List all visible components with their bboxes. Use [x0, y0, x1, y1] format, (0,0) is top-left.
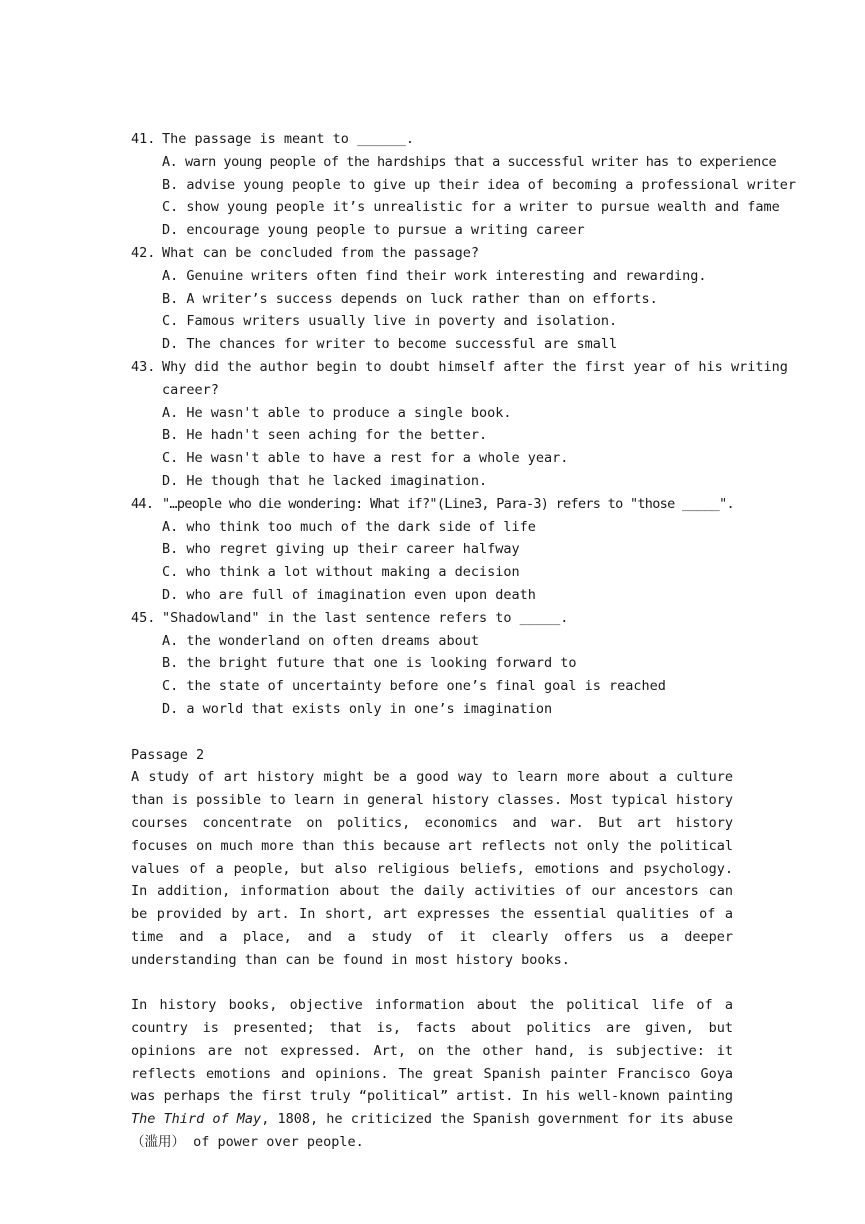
passage-title: Passage 2	[131, 746, 205, 763]
question-number: 42.	[131, 244, 156, 261]
question-text: What can be concluded from the passage?	[162, 244, 479, 261]
question-text: "…people who die wondering: What if?"(Line3, Para-3) refers to "those _____".	[162, 495, 734, 512]
option-b: B. who regret giving up their career halfway	[162, 541, 520, 558]
question-stem	[131, 128, 733, 151]
question-text-continued: career?	[162, 381, 219, 398]
question-number: 44.	[131, 495, 154, 512]
passage-paragraph-2	[131, 994, 733, 1154]
question-text: Why did the author begin to doubt himself after the first year of his writing	[162, 358, 788, 375]
option-a: A. who think too much of the dark side of life	[162, 518, 536, 535]
option-d: D. who are full of imagination even upon death	[162, 586, 536, 603]
question-45	[131, 607, 733, 721]
option-d: D. The chances for writer to become successful are small	[162, 336, 618, 353]
question-41	[131, 128, 796, 242]
option-b: B. the bright future that one is looking forward to	[162, 655, 577, 672]
question-stem	[131, 493, 733, 516]
question-stem	[131, 607, 733, 630]
question-number: 43.	[131, 358, 156, 375]
question-43	[131, 356, 788, 493]
option-b: B. advise young people to give up their idea of becoming a professional writer	[162, 176, 796, 193]
option-b: B. A writer’s success depends on luck rather than on efforts.	[162, 290, 658, 307]
paragraph-text: , 1808, he criticized the Spanish government for its abuse （滥用） of power over people.	[131, 1111, 734, 1151]
question-stem	[131, 356, 788, 379]
option-c: C. who think a lot without making a decision	[162, 564, 520, 581]
option-d: D. He though that he lacked imagination.	[162, 472, 488, 489]
option-d: D. encourage young people to pursue a writing career	[162, 222, 585, 239]
question-42	[131, 242, 733, 356]
painting-title: The Third of May	[131, 1111, 262, 1128]
question-number: 45.	[131, 609, 156, 626]
option-c: C. He wasn't able to have a rest for a whole year.	[162, 450, 569, 467]
option-a: A. Genuine writers often find their work interesting and rewarding.	[162, 267, 707, 284]
option-b: B. He hadn't seen aching for the better.	[162, 427, 488, 444]
option-a: A. warn young people of the hardships that a successful writer has to experience	[162, 153, 777, 170]
option-c: C. Famous writers usually live in poverty and isolation.	[162, 313, 618, 330]
option-c: C. the state of uncertainty before one’s final goal is reached	[162, 678, 666, 695]
question-text: The passage is meant to ______.	[162, 131, 414, 147]
option-a: A. the wonderland on often dreams about	[162, 632, 479, 649]
document-body	[131, 128, 796, 1154]
option-d: D. a world that exists only in one’s imagination	[162, 700, 553, 717]
question-stem	[131, 242, 733, 265]
paragraph-text: In history books, objective information about the political life of a country is presented; that is, facts about politics are given, but opinions are not expressed. Art, on the other hand, is subjective: it reflects emotions and opinions. The great Spanish painter Francisco Goya was perhaps the first truly “political” artist. In his well-known painting	[131, 997, 733, 1105]
question-number: 41.	[131, 131, 156, 147]
option-a: A. He wasn't able to produce a single book.	[162, 404, 512, 421]
option-c: C. show young people it’s unrealistic for a writer to pursue wealth and fame	[162, 199, 780, 216]
passage-paragraph-1: A study of art history might be a good way to learn more about a culture than is possible to learn in general history classes. Most typical history courses concentrate on politics, economics and war. But art history focuses on much more than this because art reflects not only the political values of a people, but also religious beliefs, emotions and psychology. In addition, information about the daily activities of our ancestors can be provided by art. In short, art expresses the essential qualities of a time and a place, and a study of it clearly offers us a deeper understanding than can be found in most history books.	[131, 769, 733, 968]
question-44	[131, 493, 733, 607]
question-text: "Shadowland" in the last sentence refers to _____.	[162, 609, 569, 626]
